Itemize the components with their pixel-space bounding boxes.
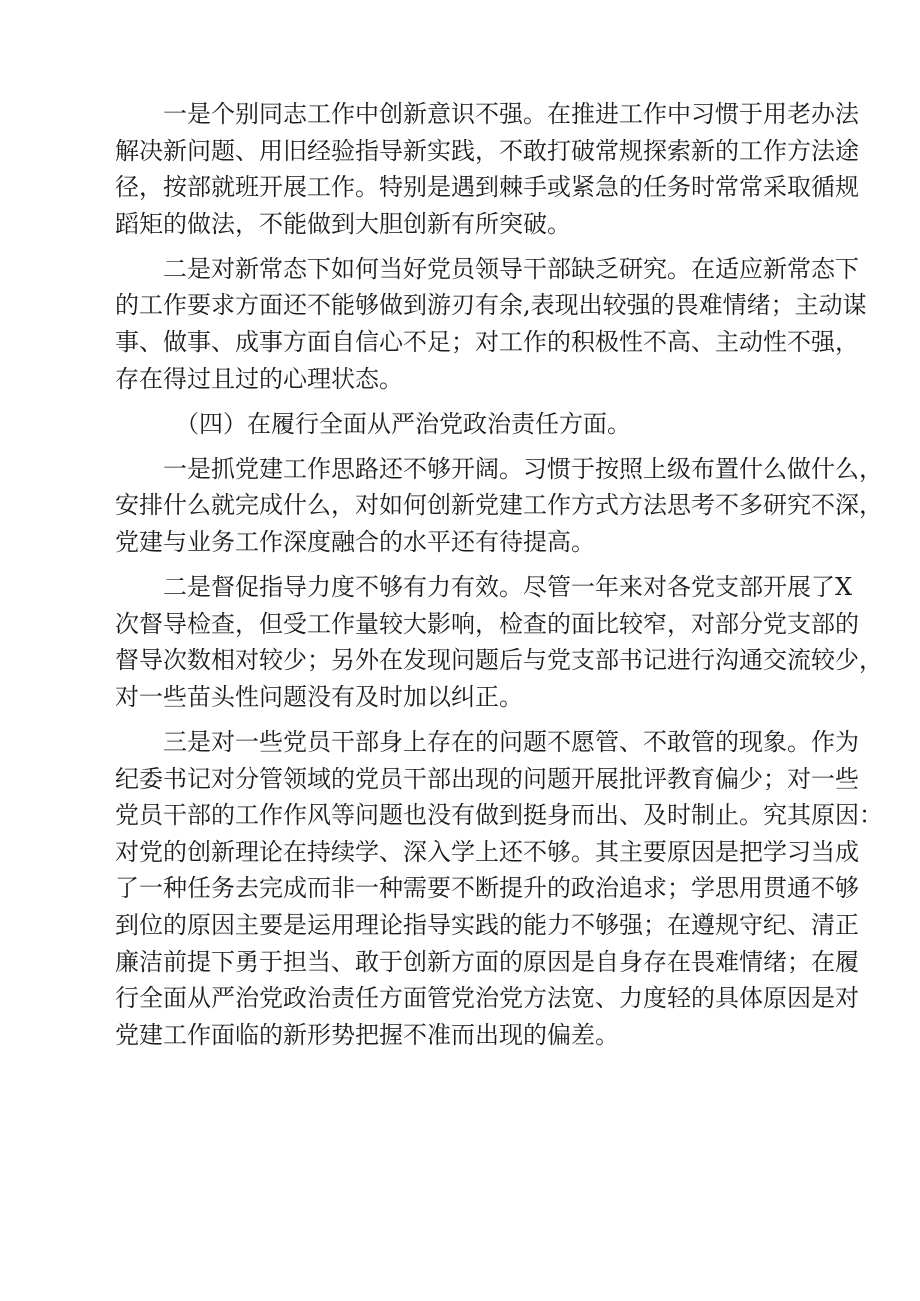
paragraph-line: 事、做事、成事方面自信心不足；对工作的积极性不高、主动性不强， (115, 328, 859, 357)
body-text (115, 96, 883, 1053)
paragraph-line: 党建工作面临的新形势把握不准而出现的偏差。 (115, 1020, 619, 1049)
paragraph-line: 一是个别同志工作中创新意识不强。在推进工作中习惯于用老办法 (163, 100, 859, 128)
paragraph-line: 党建与业务工作深度融合的水平还有待提高。 (115, 528, 595, 557)
paragraph-line: 二是督促指导力度不够有力有效。尽管一年来对各党支部开展了X (163, 573, 853, 602)
paragraph-new-normal (115, 251, 867, 397)
paragraph-line: 行全面从严治党政治责任方面管党治党方法宽、力度轻的具体原因是对 (115, 984, 859, 1013)
paragraph-supervision (115, 569, 883, 715)
paragraph-line: 党员干部的工作作风等问题也没有做到挺身而出、及时制止。究其原因： (115, 801, 883, 830)
paragraph-line: 次督导检查，但受工作量较大影响，检查的面比较窄，对部分党支部的 (115, 609, 859, 638)
paragraph-line: 存在得过且过的心理状态。 (115, 364, 403, 393)
paragraph-line: 蹈矩的做法，不能做到大胆创新有所突破。 (115, 209, 571, 238)
paragraph-line: 纪委书记对分管领域的党员干部出现的问题开展批评教育偏少；对一些 (115, 764, 859, 793)
paragraph-line: 到位的原因主要是运用理论指导实践的能力不够强；在遵规守纪、清正 (115, 910, 859, 939)
paragraph-line: 径，按部就班开展工作。特别是遇到棘手或紧急的任务时常常采取循规 (115, 173, 859, 202)
paragraph-line: 了一种任务去完成而非一种需要不断提升的政治追求；学思用贯通不够 (115, 874, 859, 903)
paragraph-line: 对一些苗头性问题没有及时加以纠正。 (115, 682, 523, 711)
paragraph-line: 解决新问题、用旧经验指导新实践，不敢打破常规探索新的工作方法途 (115, 136, 859, 165)
paragraph-line: 廉洁前提下勇于担当、敢于创新方面的原因是自身存在畏难情绪；在履 (115, 947, 859, 976)
paragraph-line: 督导次数相对较少；另外在发现问题后与党支部书记进行沟通交流较少， (115, 646, 883, 675)
paragraph-innovation-awareness (115, 96, 859, 242)
paragraph-line: 的工作要求方面还不能够做到游刃有余,表现出较强的畏难情绪；主动谋 (115, 291, 867, 320)
section-heading-four (115, 406, 835, 443)
paragraph-party-building-ideas (115, 451, 883, 561)
paragraph-management-issues (115, 724, 883, 1053)
paragraph-line: 二是对新常态下如何当好党员领导干部缺乏研究。在适应新常态下 (163, 254, 859, 283)
section-heading-text: （四）在履行全面从严治党政治责任方面。 (175, 409, 631, 438)
paragraph-line: 三是对一些党员干部身上存在的问题不愿管、不敢管的现象。作为 (163, 728, 859, 756)
paragraph-line: 对党的创新理论在持续学、深入学上还不够。其主要原因是把学习当成 (115, 837, 859, 866)
paragraph-line: 安排什么就完成什么，对如何创新党建工作方式方法思考不多研究不深， (115, 491, 883, 520)
paragraph-line: 一是抓党建工作思路还不够开阔。习惯于按照上级布置什么做什么， (163, 454, 883, 483)
